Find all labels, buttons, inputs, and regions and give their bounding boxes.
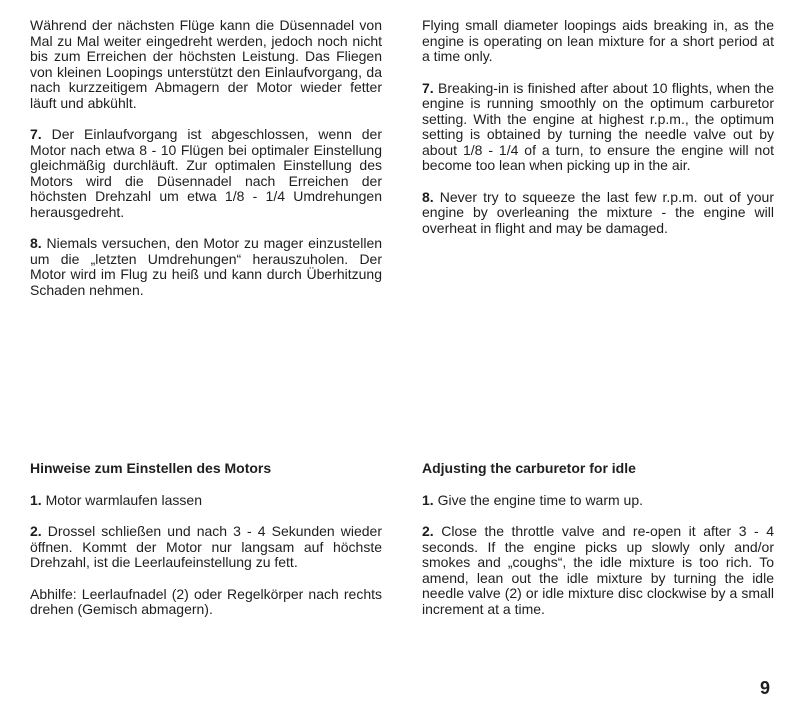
german-intro-paragraph: Während der nächsten Flüge kann die Düsennadel von Mal zu Mal weiter eingedreht werden, jedoch noch nicht bis zum Erreichen der höchsten Leistung. Das Fliegen von kleinen Loopings unterstützt den Einlaufvorgang, da nach kurzzeitigem Abmagern der Motor wieder fetter läuft und abkühlt. <box>30 17 382 111</box>
english-top-column <box>422 18 774 252</box>
english-step-8 <box>422 190 774 237</box>
step-text: Close the throttle valve and re-open it after 3 - 4 seconds. If the engine picks up slowly only and/or smokes and „coughs“, the idle mixture is too rich. To amend, lean out the idle mixture by turning the idle needle valve (2) or idle mixture disc clockwise by a small increment at a time. <box>422 523 775 617</box>
step-number: 7. <box>30 126 42 142</box>
english-step-7 <box>422 81 774 174</box>
english-idle-section <box>422 461 774 633</box>
step-text: Der Einlaufvorgang ist abgeschlossen, wenn der Motor nach etwa 8 - 10 Flügen bei optimaler Einstellung gleichmäßig durchläuft. Zur optimalen Einstellung des Motors wird die Düsennadel nach Erreichen der höchsten Drehzahl um etwa 1/8 - 1/4 Umdrehungen herausgedreht. <box>30 126 383 220</box>
german-idle-step-2 <box>30 524 382 571</box>
step-number: 2. <box>422 523 434 539</box>
step-text: Drossel schließen und nach 3 - 4 Sekunden wieder öffnen. Kommt der Motor nur langsam auf höchste Drehzahl, ist die Leerlaufeinstellung zu fett. <box>30 523 382 570</box>
german-step-7 <box>30 127 382 220</box>
step-number: 2. <box>30 523 42 539</box>
step-text: Breaking-in is finished after about 10 flights, when the engine is running smoothly on the optimum carburetor setting. With the engine at highest r.p.m., the optimum setting is obtained by turning the needle valve out by about 1/8 - 1/4 of a turn, to ensure the engine will not become too lean when picking up in the air. <box>422 79 775 173</box>
german-idle-section <box>30 461 382 634</box>
page-number: 9 <box>759 678 770 698</box>
step-text: Give the engine time to warm up. <box>437 491 644 508</box>
german-section-heading: Hinweise zum Einstellen des Motors <box>30 460 272 476</box>
english-intro-paragraph: Flying small diameter loopings aids breaking in, as the engine is operating on lean mixture for a short period at a time only. <box>422 17 774 64</box>
step-text: Never try to squeeze the last few r.p.m. out of your engine by overleaning the mixture - the engine will overheat in flight and may be damaged. <box>422 188 775 236</box>
step-number: 1. <box>30 491 42 508</box>
english-idle-step-2 <box>422 524 774 617</box>
english-idle-step-1 <box>422 493 774 509</box>
step-number: 7. <box>422 79 434 96</box>
german-idle-step-1 <box>30 493 382 509</box>
german-remedy-paragraph: Abhilfe: Leerlaufnadel (2) oder Regelkörper nach rechts drehen (Gemisch abmagern). <box>30 585 382 617</box>
step-number: 8. <box>422 188 434 205</box>
english-section-heading: Adjusting the carburetor for idle <box>422 460 636 476</box>
step-text: Motor warmlaufen lassen <box>45 491 202 508</box>
german-top-column <box>30 18 382 314</box>
step-text: Niemals versuchen, den Motor zu mager einzustellen um die „letzten Umdrehungen“ herauszuholen. Der Motor wird im Flug zu heiß und kann durch Überhitzung Schaden nehmen. <box>30 235 383 298</box>
step-number: 8. <box>30 235 42 251</box>
step-number: 1. <box>422 491 434 508</box>
german-step-8 <box>30 236 382 298</box>
